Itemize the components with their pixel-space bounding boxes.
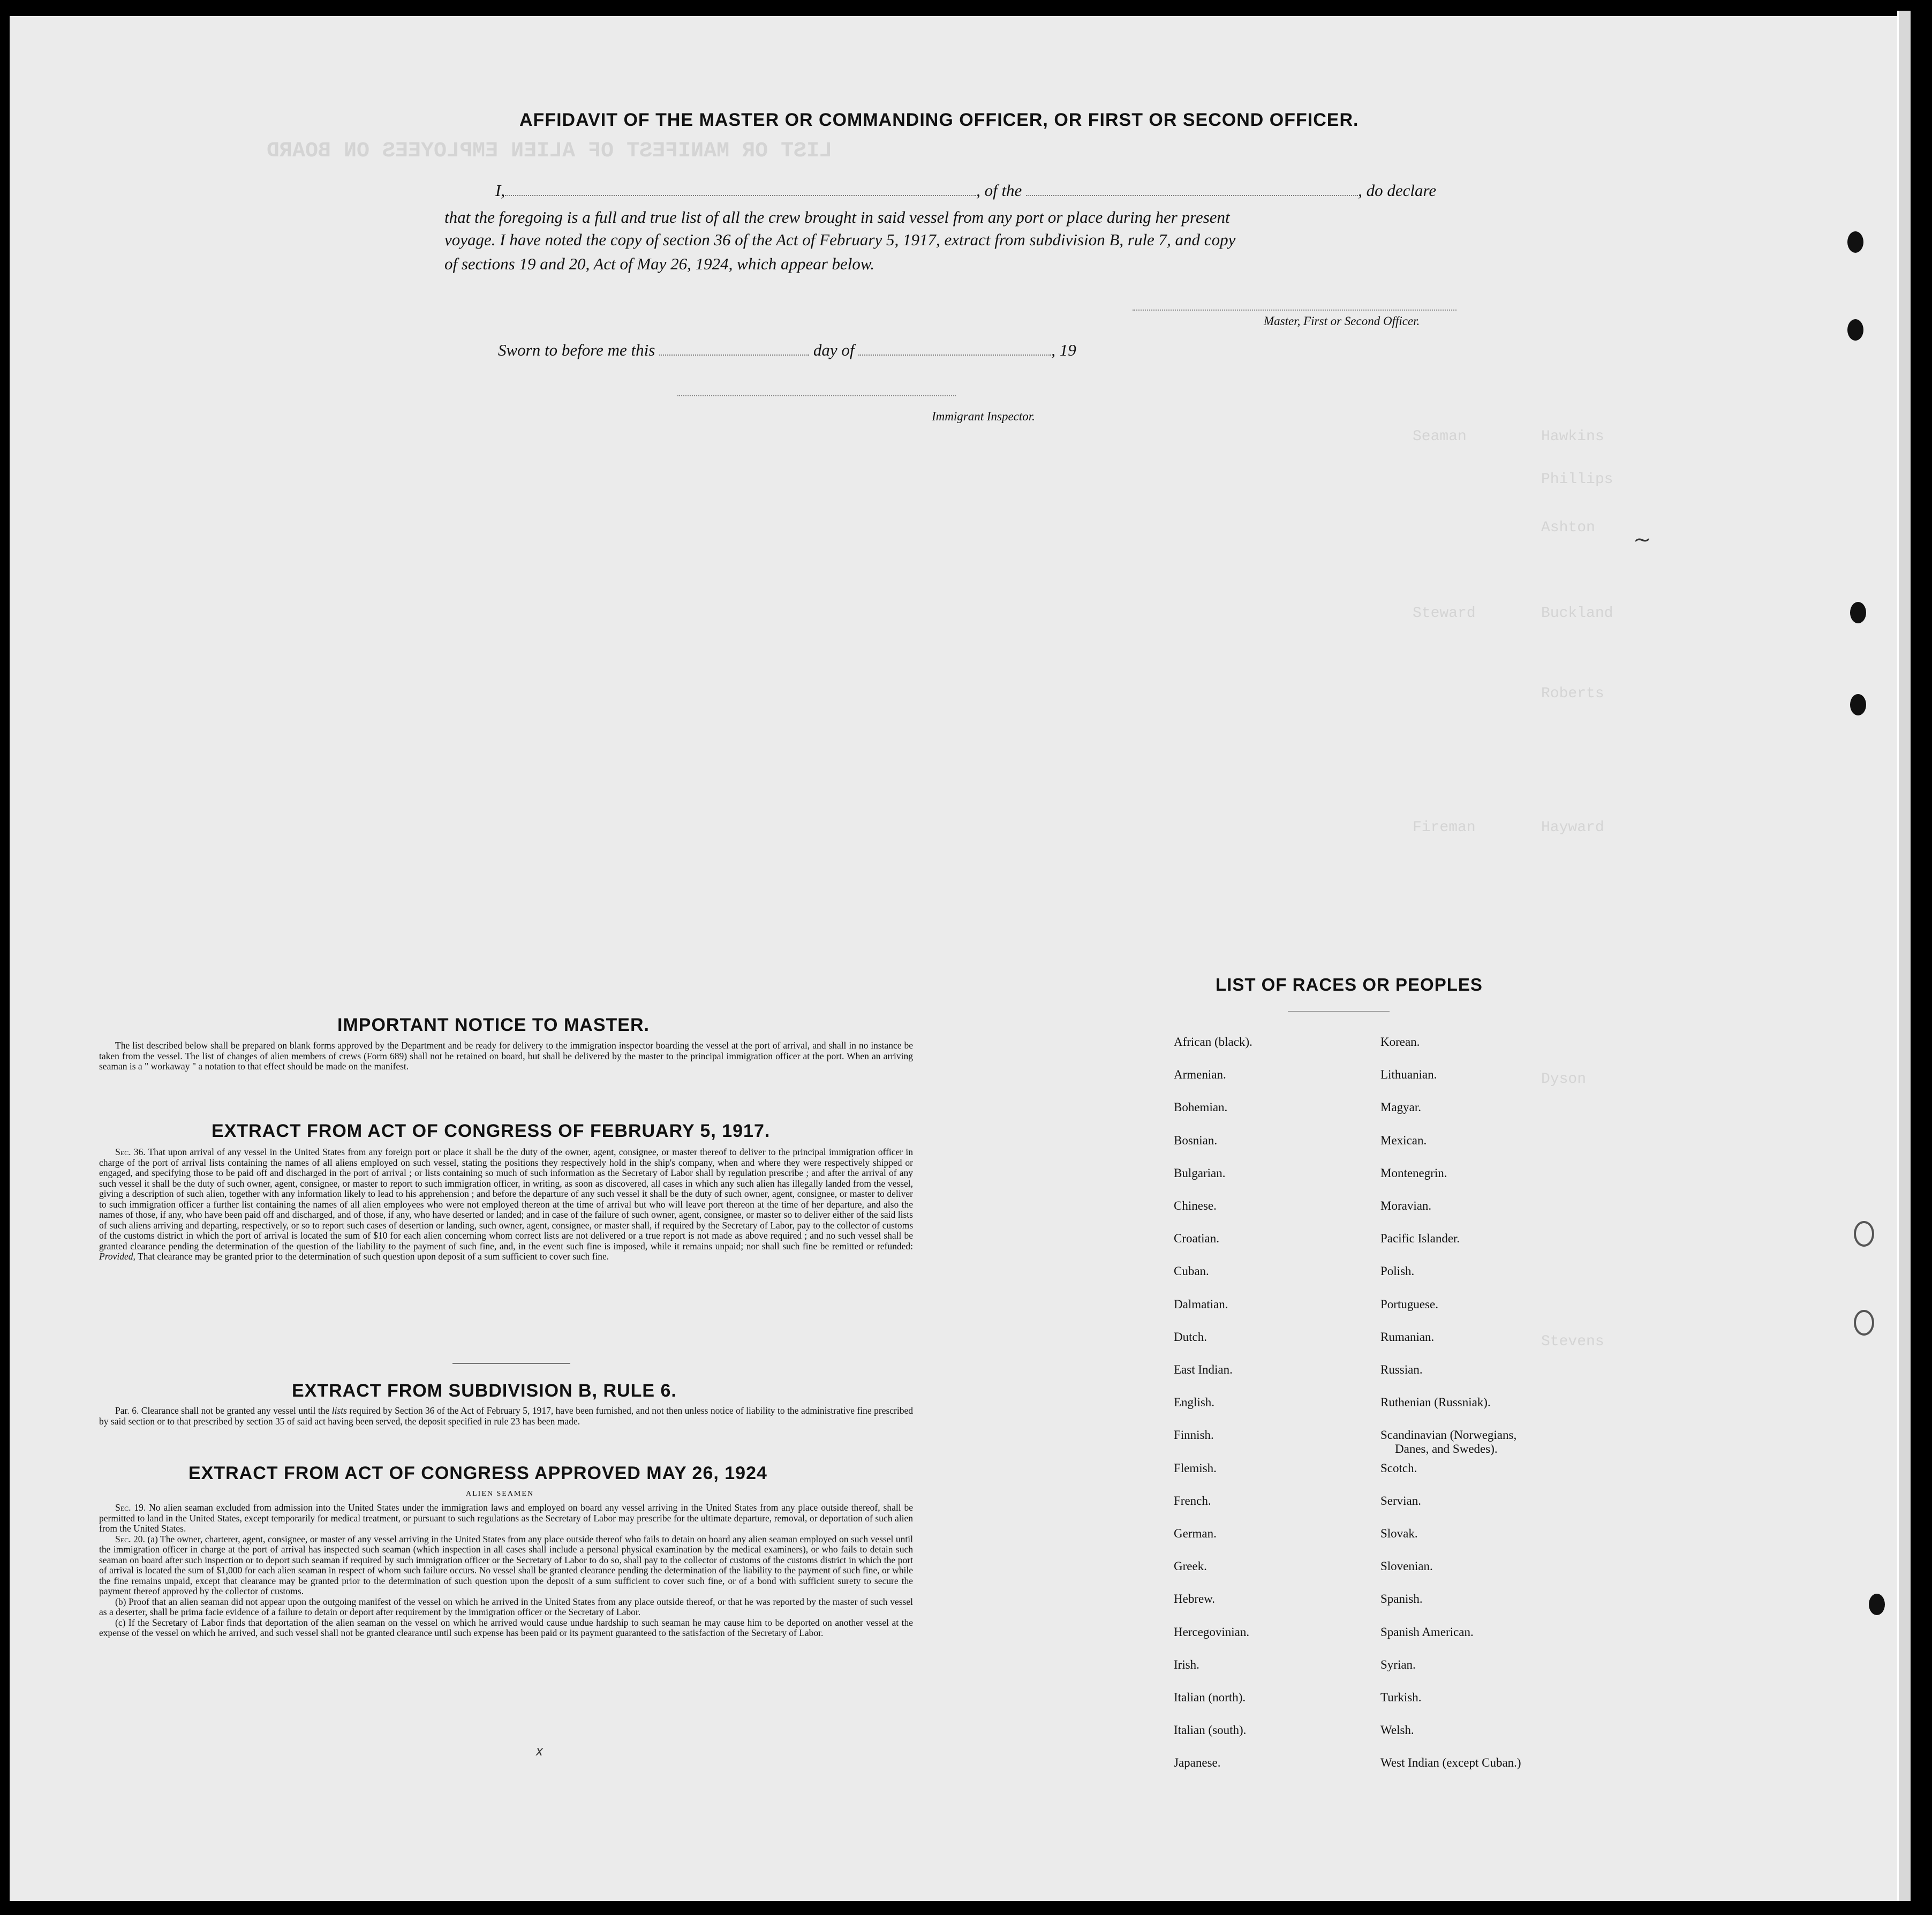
year-label: , 19 [1051,341,1076,359]
race-item: Russian. [1380,1363,1423,1376]
sec19-text: No alien seaman excluded from admission into the United States under the immigration laws and employed on board any vessel arriving in the United States from any place outside thereof, shall be permitted to land in the United States, except temporarily for medical treatment, or pursuant to such regulations as the Secretary of Labor may prescribe for the ultimate departure, removal, or deportation of such alien from the United States. [99,1502,913,1534]
master-label: Master, First or Second Officer. [1264,314,1420,328]
race-item: Lithuanian. [1380,1068,1437,1082]
race-item: Italian (north). [1174,1691,1246,1704]
month-blank[interactable] [858,344,1051,356]
race-item: Spanish. [1380,1592,1423,1606]
race-item: Spanish American. [1380,1625,1474,1639]
inspector-signature-line[interactable] [677,395,956,396]
race-item: Turkish. [1380,1691,1422,1704]
subdivision-title: EXTRACT FROM SUBDIVISION B, RULE 6. [292,1381,677,1401]
par6-text1: Clearance shall not be granted any vessel until the [141,1405,330,1416]
race-item: Korean. [1380,1035,1420,1049]
race-item: African (black). [1174,1035,1252,1049]
par6-label: Par. 6. [115,1405,139,1416]
race-item: Croatian. [1174,1232,1219,1246]
binding-hole [1869,1594,1885,1615]
vessel-blank[interactable] [1026,184,1358,196]
sec19-label: Sec. 19. [115,1502,146,1513]
handwritten-mark: ∼ [1633,527,1651,552]
alien-seamen-subtitle: ALIEN SEAMEN [466,1490,534,1498]
binding-hole [1854,1310,1874,1336]
inspector-label: Immigrant Inspector. [932,410,1035,423]
race-item: Montenegrin. [1380,1166,1447,1180]
race-item: Hebrew. [1174,1592,1216,1606]
of-the-label: , of the [976,181,1022,200]
race-item: Scotch. [1380,1461,1417,1475]
extract-1917-text [99,1147,913,1262]
document-sheet: LIST OR MANIFEST OF ALIEN EMPLOYEES ON BOARD Hawkins Phillips Ashton Buckland Roberts Hayward Dyson Stevens Seaman Steward Fireman [10,16,1900,1901]
race-item: Pacific Islander. [1380,1232,1460,1246]
affidavit-line3: voyage. I have noted the copy of section 36 of the Act of February 5, 1917, extract from subdivision B, rule 7, and copy [444,230,1236,249]
notice-text [99,1041,913,1072]
race-item: Mexican. [1380,1133,1427,1147]
race-item: Slovenian. [1380,1559,1433,1573]
race-item: Hercegovinian. [1174,1625,1250,1639]
name-blank[interactable] [505,184,976,196]
binding-hole [1854,1221,1874,1247]
extract-1924-text [99,1503,913,1639]
race-item: English. [1174,1396,1215,1409]
race-item: Moravian. [1380,1199,1432,1212]
race-item: German. [1174,1527,1217,1540]
race-item: Polish. [1380,1264,1415,1278]
day-of-label: day of [813,341,855,359]
extract-1917-title: EXTRACT FROM ACT OF CONGRESS OF FEBRUARY 5, 1917. [212,1121,771,1141]
divider [1288,1011,1390,1012]
race-item: Italian (south). [1174,1723,1247,1737]
race-item: Chinese. [1174,1199,1217,1212]
par6-text2: required by Section 36 of the Act of February 5, 1917, have been furnished, and not then unless notice of liability to the administrative fine prescribed by said section or to that prescribed by section 35 of said act having been served, the deposit specified in rule 23 has been made. [99,1405,914,1427]
race-item: Rumanian. [1380,1330,1435,1344]
sec36-text-end: That clearance may be granted prior to the determination of such question upon deposit of a sum sufficient to cover such fine. [137,1251,609,1262]
race-item: Dutch. [1174,1330,1207,1344]
sec20-label: Sec. 20. [115,1533,145,1544]
race-item: Bohemian. [1174,1100,1228,1114]
sec36-label: Sec. 36. [115,1147,146,1157]
race-item: Irish. [1174,1657,1199,1671]
master-signature-line[interactable] [1133,310,1456,311]
race-item: Scandinavian (Norwegians, [1380,1428,1517,1442]
handwritten-mark: 𝑥 [535,1743,544,1759]
race-item: Danes, and Swedes). [1395,1442,1498,1456]
notice-paragraph: The list described below shall be prepared on blank forms approved by the Department and be ready for delivery to the immigration inspector boarding the vessel at the port of arrival, and shall in no instance be taken from the vessel. The list of changes of alien members of crews (Form 689) shall not be retained on board, but shall be delivered by the master to the principal immigration officer at the port. When an arriving seaman is a " workaway " a notation to that effect should be made on the manifest. [99,1040,913,1072]
sec20c-text: (c) If the Secretary of Labor finds that deportation of the alien seaman on the vessel on which he arrived would cause undue hardship to such seaman he may cause him to be deported on another vessel at the expense of the vessel on which he arrived, and such vessel shall not be granted clearance until such expense has been paid or its payment guaranteed to the satisfaction of the Secretary of Labor. [99,1617,913,1638]
provided-word: Provided, [99,1251,135,1262]
sworn-label: Sworn to before me this [498,341,655,359]
race-item: Syrian. [1380,1657,1416,1671]
race-item: East Indian. [1174,1363,1233,1376]
affidavit-line1 [495,181,1436,200]
race-item: Slovak. [1380,1527,1418,1540]
sec20b-text: (b) Proof that an alien seaman did not appear upon the outgoing manifest of the vessel on which he arrived in the United States from any place outside thereof, or that he was reported by the master of such vessel as a deserter, shall be prima facie evidence of a failure to detain or deport after requirement by the immigration officer or the Secretary of Labor. [99,1596,913,1617]
sec20a-text: (a) The owner, charterer, agent, consignee, or master of any vessel arriving in the United States from any place outside thereof who fails to detain on board any alien seaman employed on such vessel until the immigration officer in charge at the port of arrival has inspected such seaman (which inspection in all cases shall include a personal physical examination by the medical examiners), or who fails to detain such seaman on board after such inspection or to deport such seaman if required by such immigration officer or the Secretary of Labor to do so, shall pay to the collector of customs of the customs district in which the port of arrival is located the sum of $1,000 for each alien seaman in respect of whom such failure occurs. No vessel shall be granted clearance pending the determination of the liability to the payment of such fine, or while the fine remains unpaid, except that clearance may be granted prior to the determination of such question upon the deposit of a sum sufficient to cover such fine, or of a bond with sufficient surety to secure the payment thereof approved by the collector of customs. [99,1533,914,1596]
race-item: Armenian. [1174,1068,1226,1082]
race-item: Bosnian. [1174,1133,1218,1147]
lists-word: lists [331,1405,347,1416]
do-declare-label: , do declare [1358,181,1437,200]
race-item: Japanese. [1174,1756,1221,1770]
subdivision-text [99,1406,913,1427]
race-item: Dalmatian. [1174,1297,1228,1311]
race-item: Cuban. [1174,1264,1209,1278]
race-item: Portuguese. [1380,1297,1438,1311]
binding-hole [1847,319,1863,341]
race-item: Finnish. [1174,1428,1214,1442]
page-edge [1897,11,1911,1901]
binding-hole [1847,231,1863,253]
i-label: I, [495,181,505,200]
race-item: Welsh. [1380,1723,1414,1737]
races-title: LIST OF RACES OR PEOPLES [1216,975,1483,994]
race-item: Servian. [1380,1494,1422,1507]
sec36-text: That upon arrival of any vessel in the United States from any foreign port or place it shall be the duty of the owner, agent, consignee, or master thereof to deliver to the principal immigration officer in charge of the port of arrival lists containing the names of all aliens employed on such vessel, stating the positions they respectively hold in the ship's company, when and where they were respectively shipped or engaged, and specifying those to be paid off and discharged in the port of arrival ; or lists containing so much of such information as the Secretary of Labor shall by regulation prescribe ; and after the arrival of any such vessel it shall be the duty of such owner, agent, consignee, or master to report to such immigration officer, in writing, as soon as discovered, all cases in which any such alien has illegally landed from the vessel, giving a description of such alien, together with any information likely to lead to his apprehension ; and before the departure of any such vessel it shall be the duty of such owner, agent, consignee, or master to deliver to such immigration officer a further list containing the names of all alien employees who were not employed thereon at the time of arrival but who will leave port thereon at the time of her departure, and also the names of those, if any, who have been paid off and discharged, and of those, if any, who have deserted or landed; and in case of the failure of such owner, agent, consignee, or master so to deliver either of the said lists of such aliens arriving and departing, respectively, or so to report such cases of desertion or landing, such owner, agent, consignee, or master shall, if required by the Secretary of Labor, pay to the collector of customs of the customs district in which the port of arrival is located the sum of $10 for each alien concerning whom correct lists are not delivered or a true report is not made as above required ; and no such vessel shall be granted clearance pending the determination of the question of the liability to the payment of such fine, and, in the event such fine is imposed, while it remains unpaid; nor shall such fine be remitted or refunded: [99,1147,913,1251]
binding-hole [1850,694,1866,715]
race-item: Magyar. [1380,1100,1422,1114]
divider [452,1363,570,1364]
binding-hole [1850,602,1866,623]
extract-1924-title: EXTRACT FROM ACT OF CONGRESS APPROVED MAY 26, 1924 [188,1463,767,1483]
day-blank[interactable] [659,344,809,356]
affidavit-title: AFFIDAVIT OF THE MASTER OR COMMANDING OFFICER, OR FIRST OR SECOND OFFICER. [519,110,1359,130]
race-item: French. [1174,1494,1211,1507]
sworn-line [498,341,1076,360]
race-item: Flemish. [1174,1461,1217,1475]
race-item: Bulgarian. [1174,1166,1226,1180]
race-item: Greek. [1174,1559,1207,1573]
race-item: West Indian (except Cuban.) [1380,1756,1521,1770]
affidavit-line4: of sections 19 and 20, Act of May 26, 1924, which appear below. [444,254,875,273]
affidavit-line2: that the foregoing is a full and true list of all the crew brought in said vessel from any port or place during her present [444,208,1230,227]
race-item: Ruthenian (Russniak). [1380,1396,1491,1409]
notice-title: IMPORTANT NOTICE TO MASTER. [337,1015,650,1035]
